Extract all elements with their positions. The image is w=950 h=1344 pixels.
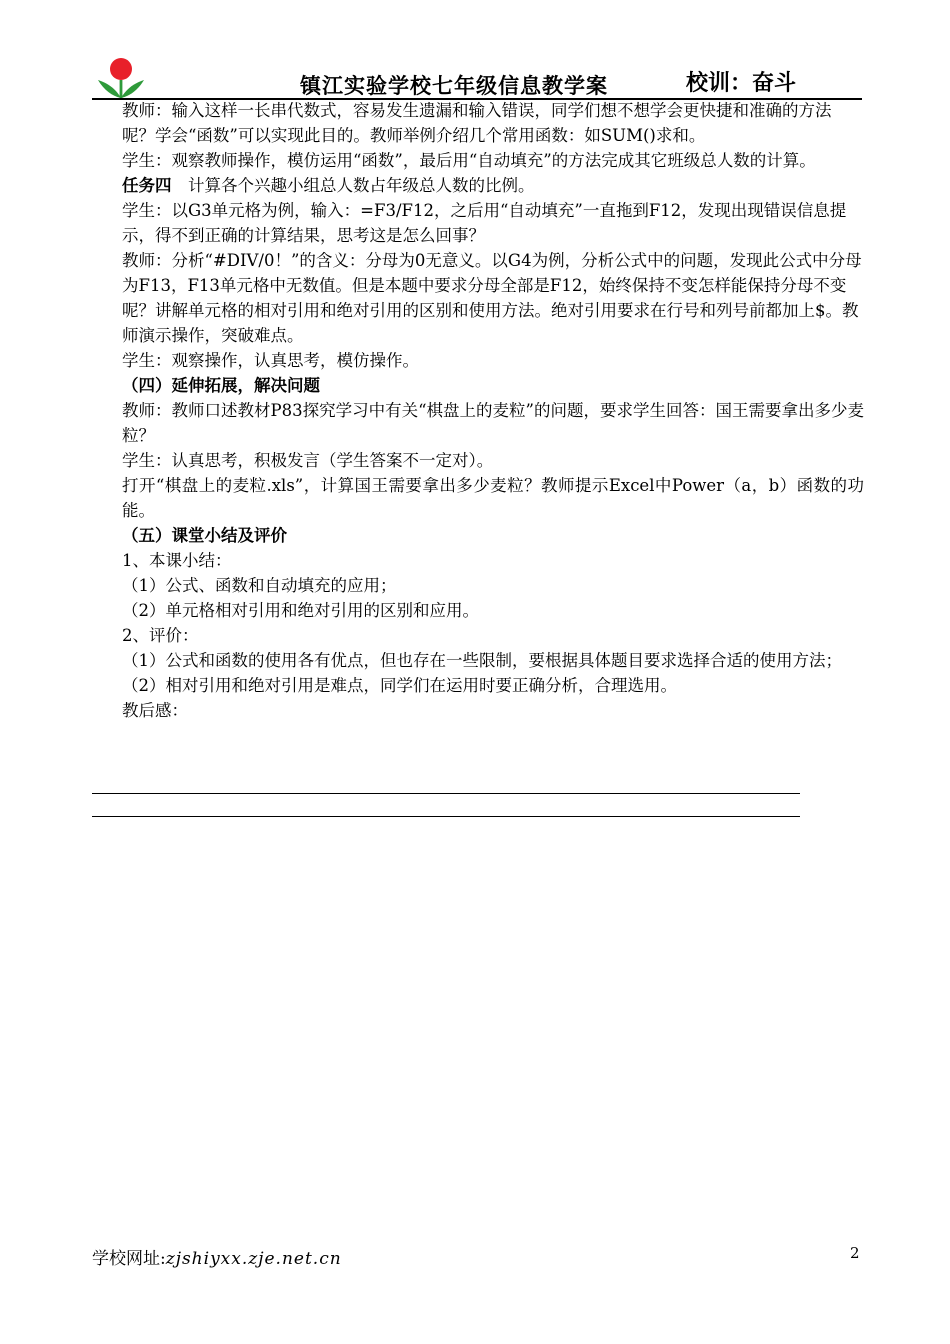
- footer-label: 学校网址:: [92, 1249, 166, 1269]
- lesson-content: [122, 98, 864, 723]
- task-text: 计算各个兴趣小组总人数占年级总人数的比例。: [171, 176, 535, 195]
- paragraph: （1）公式、函数和自动填充的应用；: [122, 576, 397, 595]
- paragraph: 教后感：: [122, 701, 188, 720]
- paragraph: （2）单元格相对引用和绝对引用的区别和应用。: [122, 601, 479, 620]
- paragraph: [122, 173, 864, 198]
- section-heading: （四）延伸拓展，解决问题: [122, 376, 320, 395]
- header-motto: 校训：奋斗: [686, 70, 797, 96]
- reflection-line: [92, 793, 800, 794]
- paragraph: 教师：分析“#DIV/0！”的含义：分母为0无意义。以G4为例，分析公式中的问题，发现此公式中分母为F13，F13单元格中无数值。但是本题中要求分母全部是F12，始终保持不变怎样能保持分母不变呢？讲解单元格的相对引用和绝对引用的区别和使用方法。绝对引用要求在行号和列号前都加上$。教师演示操作，突破难点。: [122, 251, 862, 345]
- paragraph: 教师：输入这样一长串代数式，容易发生遗漏和输入错误，同学们想不想学会更快捷和准确的方法呢？学会“函数”可以实现此目的。教师举例介绍几个常用函数：如SUM()求和。: [122, 101, 832, 145]
- reflection-line: [92, 816, 800, 817]
- task-label: 任务四: [122, 176, 172, 195]
- paragraph: 学生：观察教师操作，模仿运用“函数”，最后用“自动填充”的方法完成其它班级总人数的计算。: [122, 151, 816, 170]
- section-heading: （五）课堂小结及评价: [122, 526, 287, 545]
- paragraph: 打开“棋盘上的麦粒.xls”，计算国王需要拿出多少麦粒？教师提示Excel中Power（a，b）函数的功能。: [122, 476, 864, 520]
- header-title: 镇江实验学校七年级信息教学案: [300, 73, 608, 98]
- paragraph: 学生：认真思考，积极发言（学生答案不一定对）。: [122, 451, 494, 470]
- paragraph: 学生：以G3单元格为例，输入：=F3/F12，之后用“自动填充”一直拖到F12，发现出现错误信息提示，得不到正确的计算结果，思考这是怎么回事？: [122, 201, 847, 245]
- paragraph: 2、评价：: [122, 626, 199, 645]
- paragraph: （2）相对引用和绝对引用是难点，同学们在运用时要正确分析，合理选用。: [122, 676, 677, 695]
- paragraph: 学生：观察操作，认真思考，模仿操作。: [122, 351, 419, 370]
- paragraph: （1）公式和函数的使用各有优点，但也存在一些限制，要根据具体题目要求选择合适的使用方法；: [122, 651, 842, 670]
- page-number: 2: [850, 1244, 860, 1262]
- footer: [92, 1244, 342, 1269]
- paragraph: 1、本课小结：: [122, 551, 232, 570]
- paragraph: 教师：教师口述教材P83探究学习中有关“棋盘上的麦粒”的问题，要求学生回答：国王需要拿出多少麦粒？: [122, 401, 864, 445]
- school-logo-icon: [96, 56, 146, 102]
- school-url-link[interactable]: zjshiyxx.zje.net.cn: [165, 1249, 342, 1269]
